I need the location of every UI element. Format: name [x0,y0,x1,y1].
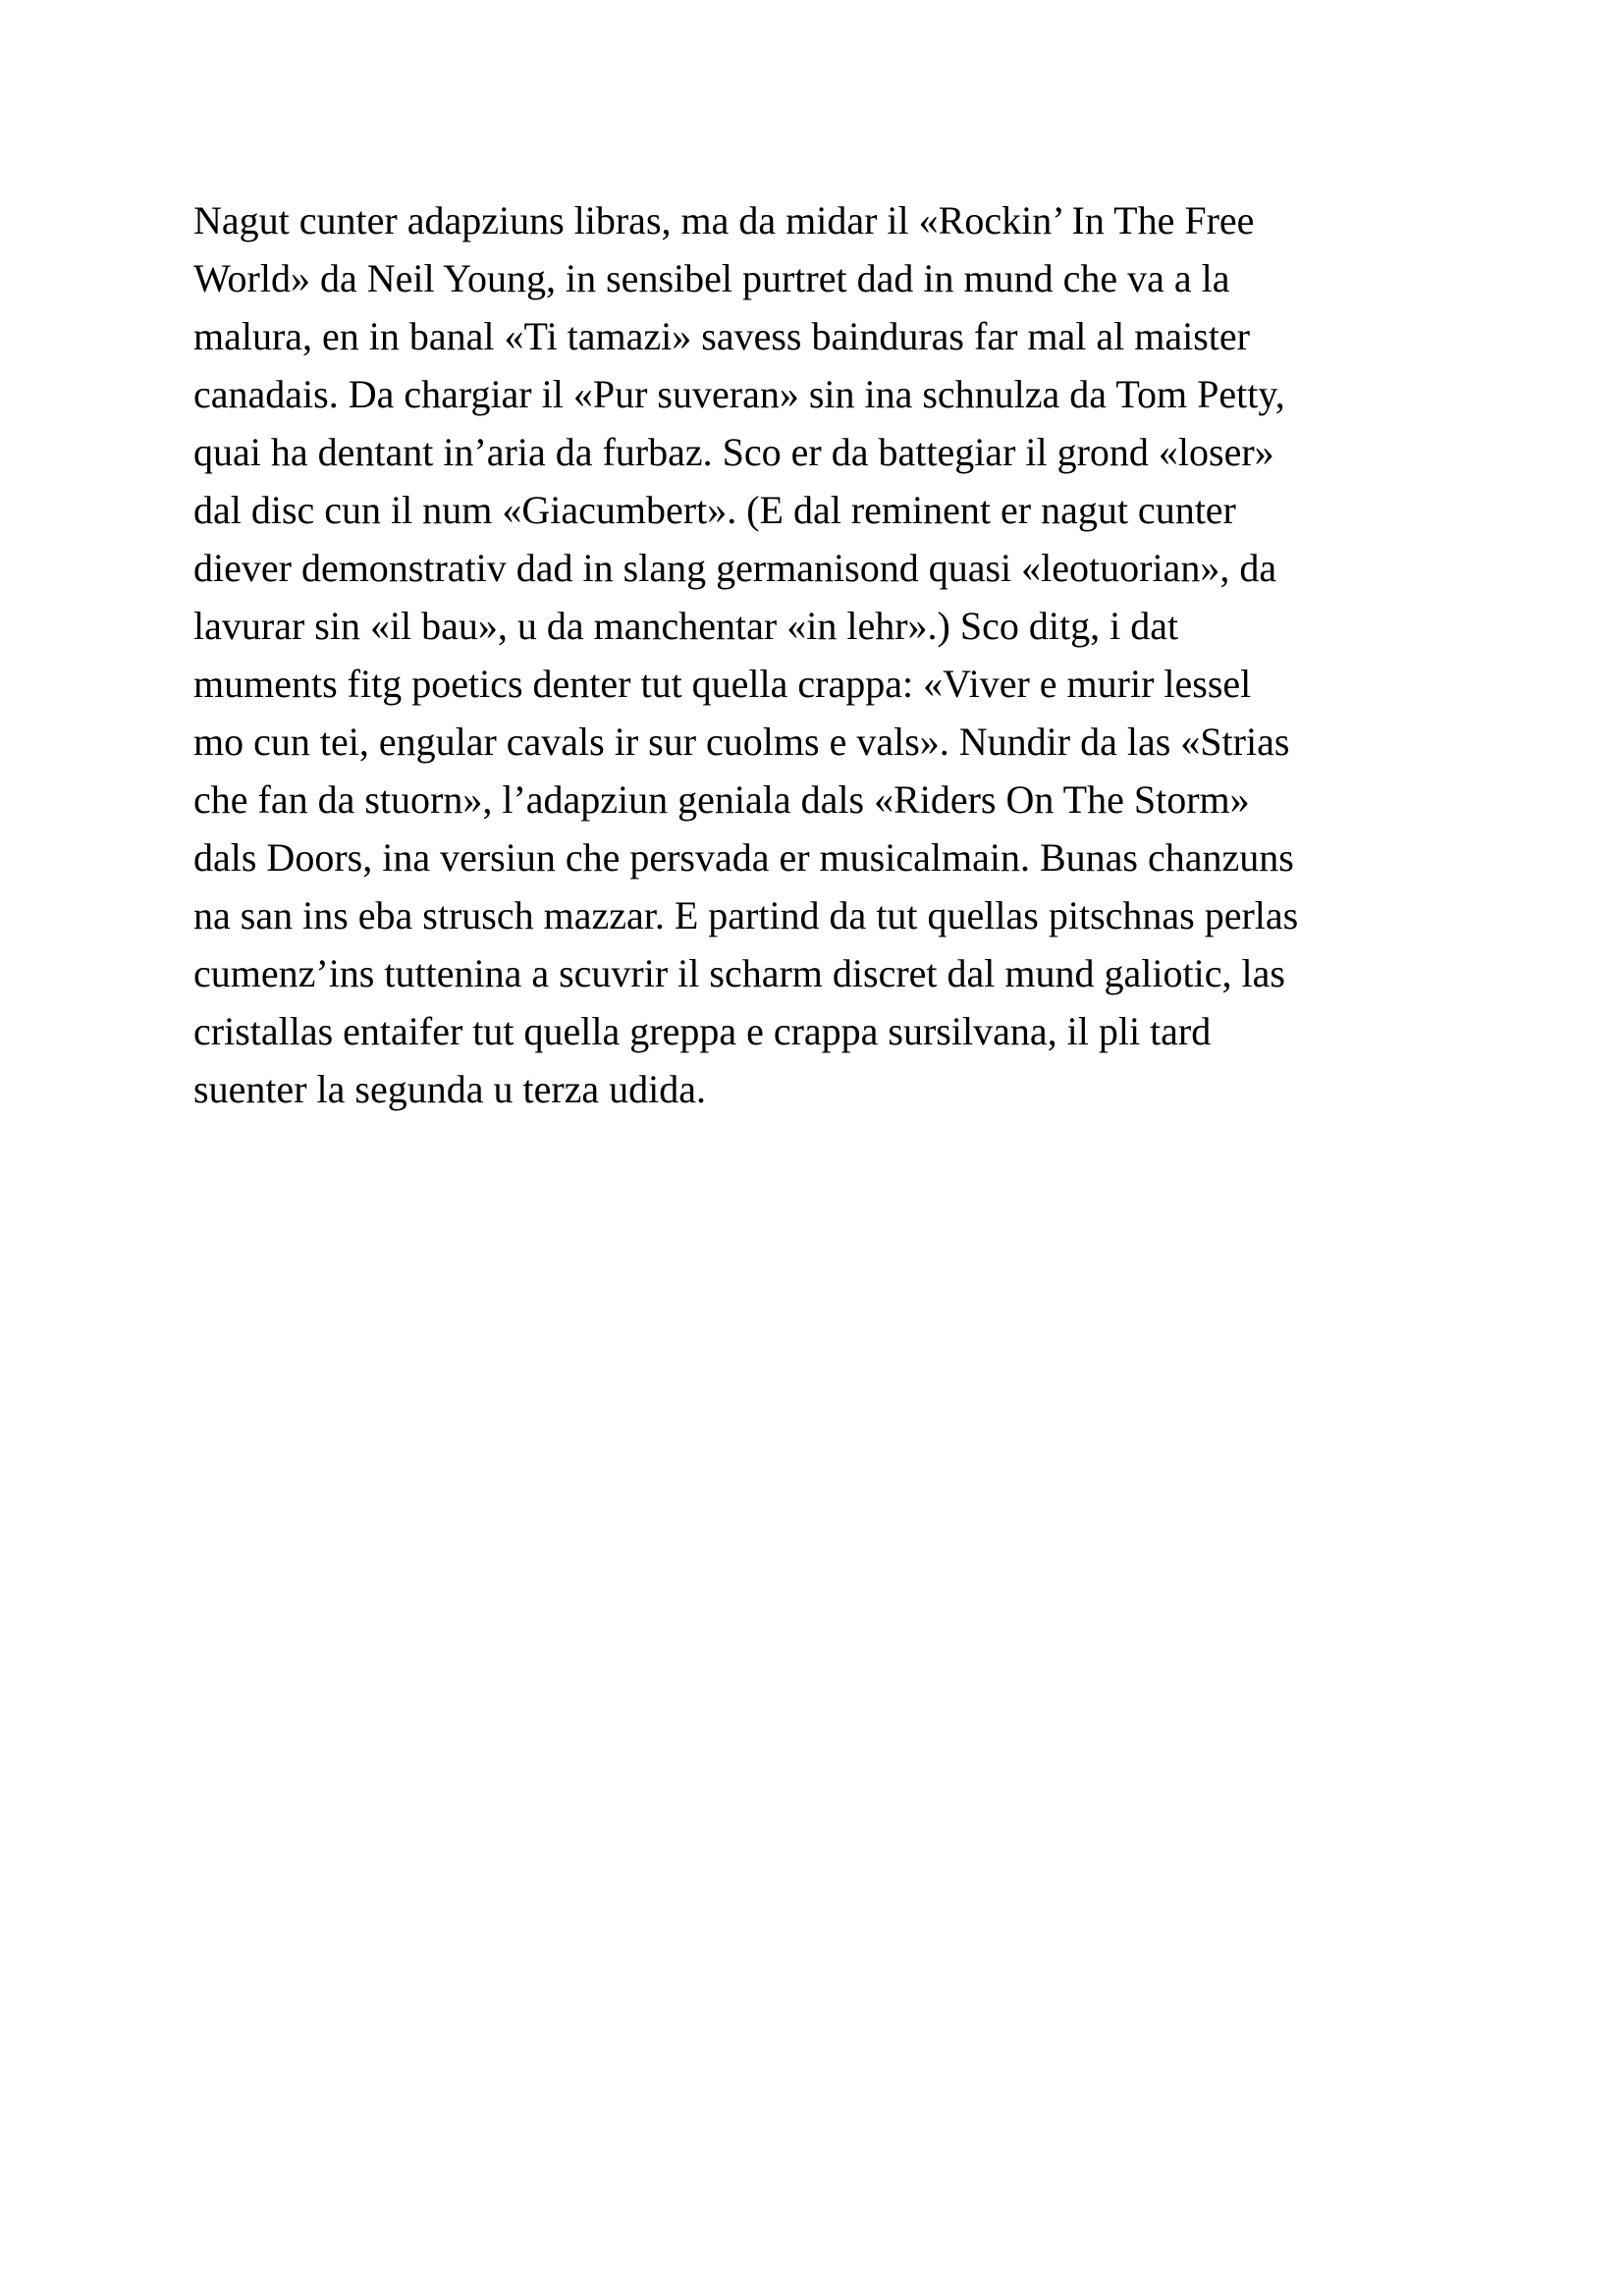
paragraph-line: lavurar sin «il bau», u da manchentar «in lehr».) Sco ditg, i dat [193,604,1179,648]
paragraph-line: quai ha dentant in’aria da furbaz. Sco er da battegiar il grond «loser» [193,430,1274,474]
paragraph-line: World» da Neil Young, in sensibel purtret dad in mund che va a la [193,256,1230,300]
paragraph-line: canadais. Da chargiar il «Pur suveran» sin ina schnulza da Tom Petty, [193,372,1285,416]
paragraph-line: dal disc cun il num «Giacumbert». (E dal reminent er nagut cunter [193,488,1236,532]
paragraph-line: suenter la segunda u terza udida. [193,1067,707,1111]
paragraph-line: muments fitg poetics denter tut quella crappa: «Viver e murir lessel [193,662,1252,706]
paragraph-line: cumenz’ins tuttenina a scuvrir il scharm discret dal mund galiotic, las [193,951,1285,995]
paragraph-line: mo cun tei, engular cavals ir sur cuolms e vals». Nundir da las «Strias [193,720,1290,764]
paragraph-line: cristallas entaifer tut quella greppa e crappa sursilvana, il pli tard [193,1009,1212,1053]
paragraph-line: che fan da stuorn», l’adapziun geniala dals «Riders On The Storm» [193,777,1250,822]
paragraph-line: dals Doors, ina versiun che persvada er musicalmain. Bunas chanzuns [193,835,1294,880]
paragraph-line: na san ins eba strusch mazzar. E partind da tut quellas pitschnas perlas [193,893,1299,937]
paragraph-line: Nagut cunter adapziuns libras, ma da midar il «Rockin’ In The Free [193,198,1255,242]
body-paragraph [193,191,1470,1118]
paragraph-line: diever demonstrativ dad in slang germanisond quasi «leotuorian», da [193,546,1277,590]
paragraph-line: malura, en in banal «Ti tamazi» savess bainduras far mal al maister [193,314,1250,358]
